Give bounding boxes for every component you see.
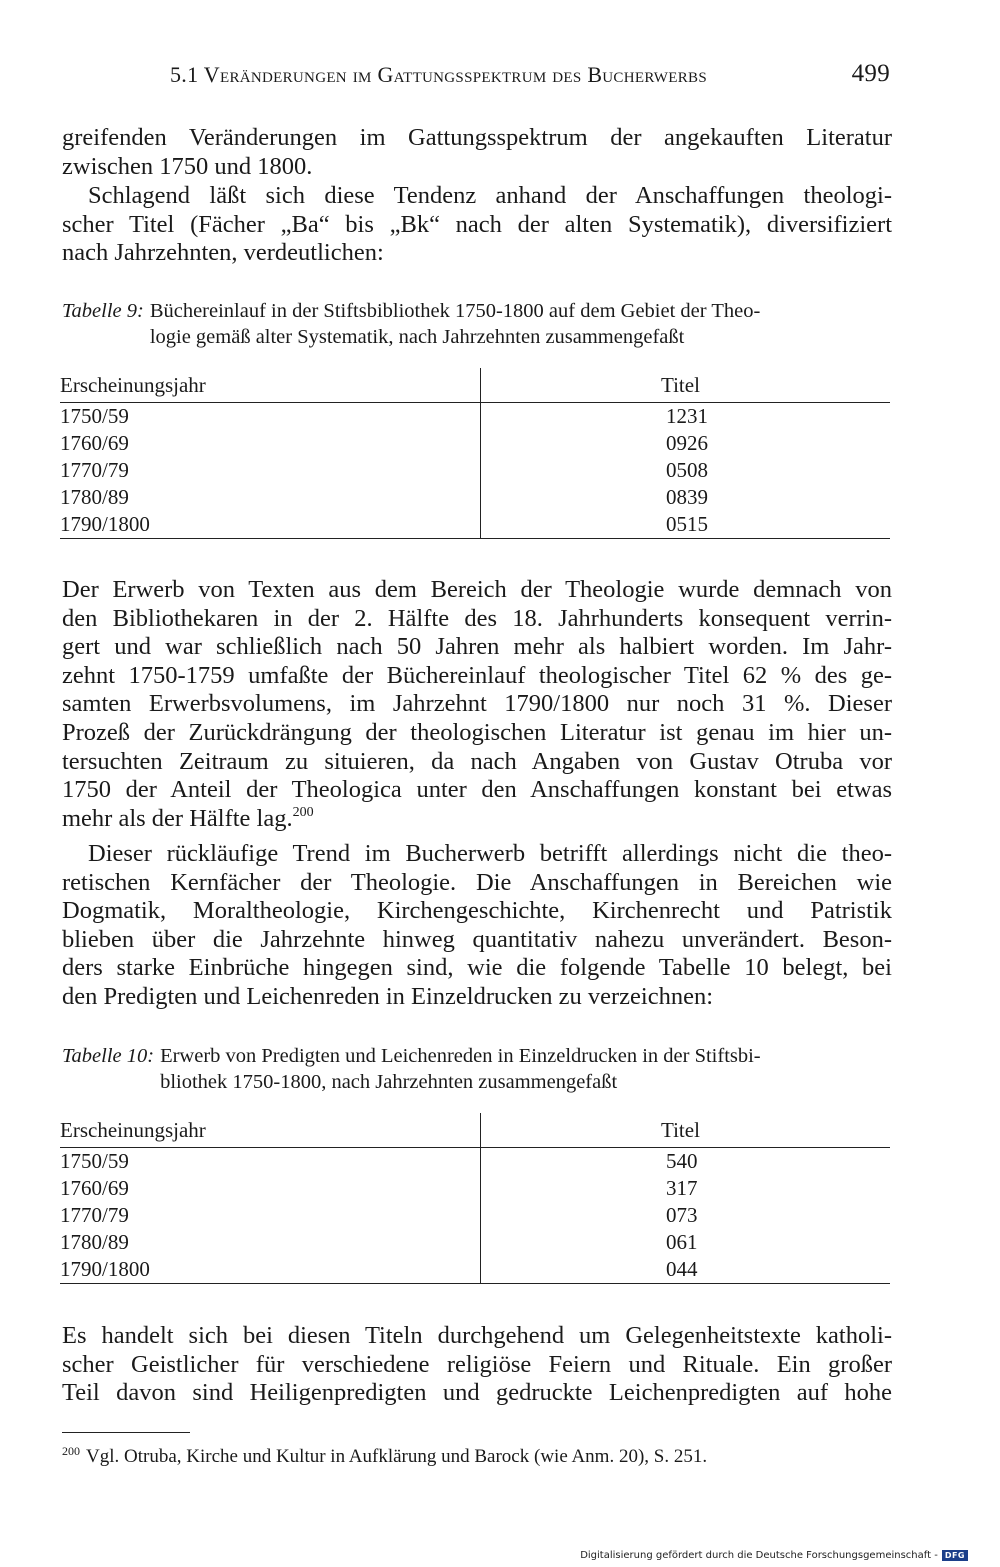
paragraph-4 [62, 840, 892, 1012]
table-row [60, 1202, 890, 1229]
count-cell: 061 [666, 1230, 698, 1254]
footnote-divider [62, 1432, 190, 1433]
count-cell: 0926 [666, 431, 708, 455]
year-cell: 1780/89 [60, 484, 481, 511]
year-cell: 1750/59 [60, 403, 481, 431]
text-line: zwischen 1750 und 1800. [62, 152, 313, 180]
table-row [60, 1229, 890, 1256]
footnote-number: 200 [62, 1444, 80, 1458]
text-line: greifenden Veränderungen im Gattungsspektrum der angekauften Literatur [62, 124, 892, 151]
year-cell: 1770/79 [60, 457, 481, 484]
text-line: Es handelt sich bei diesen Titeln durchgehend um Gelegenheitstexte katholi- [62, 1322, 892, 1349]
count-cell: 540 [666, 1149, 698, 1173]
funding-text: Digitalisierung gefördert durch die Deutsche Forschungsgemeinschaft - [580, 1550, 938, 1561]
funding-note [580, 1550, 968, 1561]
text-line: Teil davon sind Heiligenpredigten und gedruckte Leichenpredigten auf hohe [62, 1379, 892, 1407]
paragraph-2 [62, 182, 892, 268]
text-line: Der Erwerb von Texten aus dem Bereich der Theologie wurde demnach von [62, 576, 892, 603]
column-header: Titel [661, 1117, 700, 1142]
table-header-row [60, 1113, 890, 1148]
table-row [60, 484, 890, 511]
caption-line: Büchereinlauf in der Stiftsbibliothek 1750-1800 auf dem Gebiet der Theo- [149, 300, 761, 322]
text-line: den Predigten und Leichenreden in Einzeldrucken zu verzeichnen: [62, 982, 714, 1010]
table-label: Tabelle 9: [62, 300, 144, 322]
table-label: Tabelle 10: [62, 1045, 155, 1067]
table-row [60, 457, 890, 484]
caption-line: Erwerb von Predigten und Leichenreden in Einzeldrucken in der Stiftsbi- [160, 1045, 761, 1067]
year-cell: 1770/79 [60, 1202, 481, 1229]
text-line-content: mehr als der Hälfte lag. [62, 804, 293, 832]
table-row [60, 403, 890, 431]
text-line: Dogmatik, Moraltheologie, Kirchengeschichte, Kirchenrecht und Patristik [62, 897, 892, 925]
count-cell: 317 [666, 1176, 698, 1200]
text-line: den Bibliothekaren in der 2. Hälfte des 18. Jahrhunderts konsequent verrin- [62, 604, 892, 632]
year-cell: 1790/1800 [60, 1256, 481, 1284]
text-line: scher Geistlicher für verschiedene religiöse Feiern und Rituale. Ein großer [62, 1350, 892, 1378]
paragraph-3 [62, 576, 892, 833]
column-header: Titel [661, 372, 700, 397]
text-line: blieben über die Jahrzehnte hinweg quantitativ nahezu unverändert. Beson- [62, 925, 892, 953]
running-header [170, 62, 900, 88]
footnote [62, 1445, 892, 1469]
year-cell: 1760/69 [60, 1175, 481, 1202]
table-9-caption [62, 298, 892, 350]
column-header: Erscheinungsjahr [60, 368, 481, 403]
table-row [60, 1256, 890, 1284]
table-10 [60, 1113, 890, 1284]
text-line: samten Erwerbsvolumens, im Jahrzehnt 1790/1800 nur noch 31 %. Dieser [62, 690, 892, 718]
year-cell: 1750/59 [60, 1148, 481, 1176]
text-line: retischen Kernfächer der Theologie. Die Anschaffungen in Bereichen wie [62, 868, 892, 896]
year-cell: 1760/69 [60, 430, 481, 457]
text-line: Dieser rückläufige Trend im Bucherwerb betrifft allerdings nicht die theo- [88, 840, 892, 867]
count-cell: 0515 [666, 512, 708, 536]
footnote-reference: 200 [292, 804, 314, 820]
text-line: tersuchten Zeitraum zu situieren, da nach Angaben von Gustav Otruba vor [62, 747, 892, 775]
table-row [60, 1175, 890, 1202]
year-cell: 1780/89 [60, 1229, 481, 1256]
caption-line: logie gemäß alter Systematik, nach Jahrzehnten zusammengefaßt [149, 326, 685, 348]
column-header: Erscheinungsjahr [60, 1113, 481, 1148]
table-header-row [60, 368, 890, 403]
table-10-caption [62, 1043, 892, 1095]
count-cell: 044 [666, 1257, 698, 1281]
footnote-text: Vgl. Otruba, Kirche und Kultur in Aufklärung und Barock (wie Anm. 20), S. 251. [86, 1446, 708, 1467]
text-line: gert und war schließlich nach 50 Jahren mehr als halbiert worden. Im Jahr- [62, 633, 892, 661]
table-9 [60, 368, 890, 539]
text-line: zehnt 1750-1759 umfaßte der Büchereinlauf theologischer Titel 62 % des ge- [62, 661, 892, 689]
text-line: Schlagend läßt sich diese Tendenz anhand der Anschaffungen theologi- [88, 182, 892, 209]
paragraph-1 [62, 124, 892, 181]
count-cell: 1231 [666, 404, 708, 428]
count-cell: 073 [666, 1203, 698, 1227]
count-cell: 0508 [666, 458, 708, 482]
text-line: ders starke Einbrüche hingegen sind, wie die folgende Tabelle 10 belegt, bei [62, 954, 892, 982]
table-row [60, 511, 890, 539]
text-line: Prozeß der Zurückdrängung der theologischen Literatur ist genau im hier un- [62, 718, 892, 746]
table-row [60, 1148, 890, 1176]
text-line: nach Jahrzehnten, verdeutlichen: [62, 239, 384, 267]
dfg-logo: DFG [942, 1550, 968, 1561]
paragraph-5 [62, 1322, 892, 1408]
caption-line: bliothek 1750-1800, nach Jahrzehnten zusammengefaßt [160, 1071, 618, 1093]
count-cell: 0839 [666, 485, 708, 509]
text-line: 1750 der Anteil der Theologica unter den Anschaffungen konstant bei etwas [62, 776, 892, 804]
table-row [60, 430, 890, 457]
text-line: scher Titel (Fächer „Ba“ bis „Bk“ nach der alten Systematik), diversifiziert [62, 210, 892, 238]
page-number: 499 [851, 60, 890, 87]
text-line [62, 805, 892, 834]
year-cell: 1790/1800 [60, 511, 481, 539]
header-title: 5.1 Veränderungen im Gattungsspektrum des Bucherwerbs [170, 62, 707, 87]
